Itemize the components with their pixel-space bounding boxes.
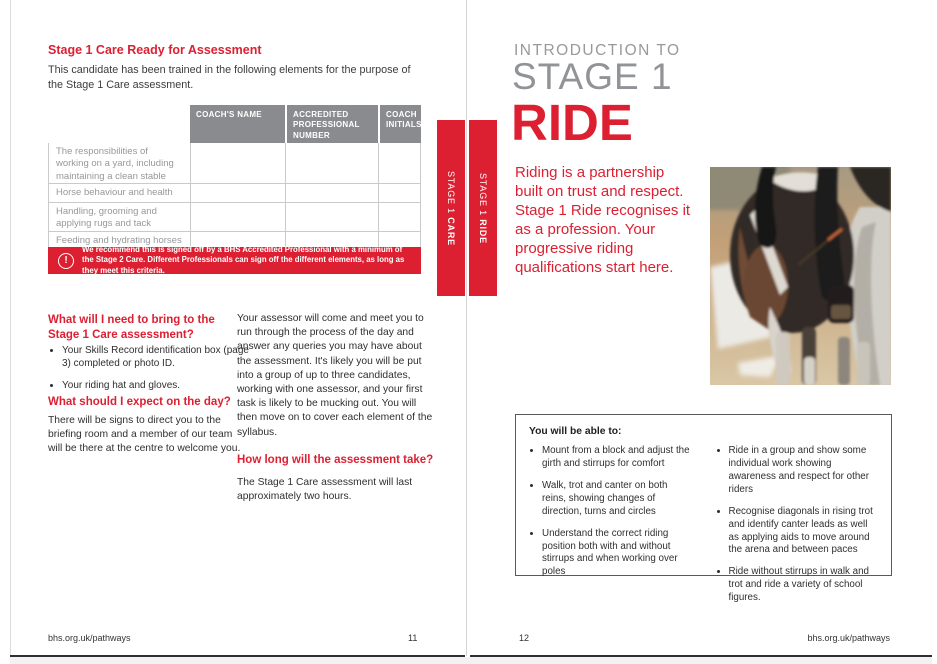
page-spine	[466, 0, 467, 656]
bring-heading: What will I need to bring to the Stage 1 Care assessment?	[48, 314, 215, 341]
able-list-column-2	[716, 445, 879, 614]
list-item: • Understand the correct riding position both with and without stirrups and when working over poles	[542, 528, 692, 580]
table-row	[48, 203, 421, 232]
duration-heading: How long will the assessment take?	[237, 453, 434, 466]
list-item: • Ride without stirrups in walk and trot and ride a variety of school figures.	[729, 566, 879, 605]
bring-list	[48, 344, 252, 402]
page-number-left: 11	[408, 633, 418, 643]
list-item: • Ride in a group and show some individual work showing awareness and respect for other riders	[729, 445, 879, 497]
tab-stage-1-ride-label: STAGE 1 RIDE	[478, 172, 488, 244]
list-item: • Walk, trot and canter on both reins, showing changes of direction, turns and circles	[542, 480, 692, 519]
table-row	[48, 143, 421, 184]
row-label: The responsibilities of working on a yard, including maintaining a clean stable	[48, 143, 190, 183]
footer-link-left[interactable]: bhs.org.uk/pathways	[48, 633, 131, 643]
column-header-coach-initials: COACH INITIALS	[378, 105, 421, 143]
table-header-row	[190, 105, 421, 143]
table-cell-empty	[378, 203, 421, 231]
footer-link-right[interactable]: bhs.org.uk/pathways	[807, 633, 890, 643]
care-ready-heading: Stage 1 Care Ready for Assessment	[48, 43, 262, 57]
expect-text: There will be signs to direct you to the briefing room and a member of our team will be there at the centre to welcome you.	[48, 415, 241, 455]
page-shadow	[10, 657, 932, 664]
care-intro-text: This candidate has been trained in the following elements for the purpose of the Stage 1 Care assessment.	[48, 64, 411, 91]
recommendation-banner	[48, 247, 421, 274]
list-item: • Your riding hat and gloves.	[62, 379, 252, 392]
tab-stage-1-care	[437, 120, 465, 296]
left-page-second-column	[237, 312, 435, 504]
table-cell-empty	[285, 184, 378, 202]
duration-text: The Stage 1 Care assessment will last approximately two hours.	[237, 476, 413, 502]
row-label: Feeding and hydrating horses	[48, 232, 190, 250]
table-row	[48, 184, 421, 203]
horse-rear-view-illustration	[710, 167, 891, 385]
able-box-columns	[529, 445, 878, 614]
assessor-text: Your assessor will come and meet you to run through the process of the day and answer any queries you may have about the assessment. It's likely you will be put into a group of up to three candidates, working with one assessor, and your first task is likely to be mucking out. You will then move on to cover each element of the syllabus.	[237, 313, 433, 438]
able-box-heading: You will be able to:	[529, 426, 622, 437]
ride-lede-text: Riding is a partnership built on trust and respect. Stage 1 Ride recognises it as a profession. Your progressive riding qualifications start here.	[515, 164, 691, 277]
column-header-coach-name: COACH'S NAME	[190, 105, 285, 143]
table-cell-empty	[190, 184, 285, 202]
tab-stage-1-ride	[469, 120, 497, 296]
list-item: • Recognise diagonals in rising trot and identify canter leads as well as applying aids to move around the arena and between paces	[729, 506, 879, 558]
sign-off-table	[48, 105, 421, 251]
row-label: Horse behaviour and health	[48, 184, 190, 202]
column-header-ap-number: ACCREDITED PROFESSIONAL NUMBER	[285, 105, 378, 143]
intro-kicker: INTRODUCTION TO	[514, 42, 681, 59]
table-cell-empty	[378, 184, 421, 202]
alert-icon: !	[58, 253, 74, 269]
stage-1-title: STAGE 1	[512, 56, 673, 97]
able-list-column-1	[529, 445, 692, 614]
ride-title: RIDE	[511, 94, 633, 151]
horse-riding-photo	[710, 167, 891, 385]
expect-heading: What should I expect on the day?	[48, 396, 231, 408]
table-cell-empty	[285, 143, 378, 183]
tab-stage-1-care-label: STAGE 1 CARE	[446, 170, 456, 246]
list-item: • Your Skills Record identification box (page 3) completed or photo ID.	[62, 344, 252, 370]
you-will-be-able-to-box	[515, 414, 892, 604]
page-number-right: 12	[519, 633, 530, 643]
page-left-edge	[10, 0, 11, 656]
table-cell-empty	[378, 143, 421, 183]
table-cell-empty	[285, 203, 378, 231]
table-cell-empty	[190, 203, 285, 231]
list-item: • Mount from a block and adjust the girth and stirrups for comfort	[542, 445, 692, 471]
row-label: Handling, grooming and applying rugs and tack	[48, 203, 190, 231]
table-cell-empty	[190, 143, 285, 183]
recommendation-text: We recommend this is signed off by a BHS Accredited Professional with a minimum of the Stage 2 Care. Different Professionals can sign off the different elements, as long as they meet this criteria.	[82, 245, 405, 275]
